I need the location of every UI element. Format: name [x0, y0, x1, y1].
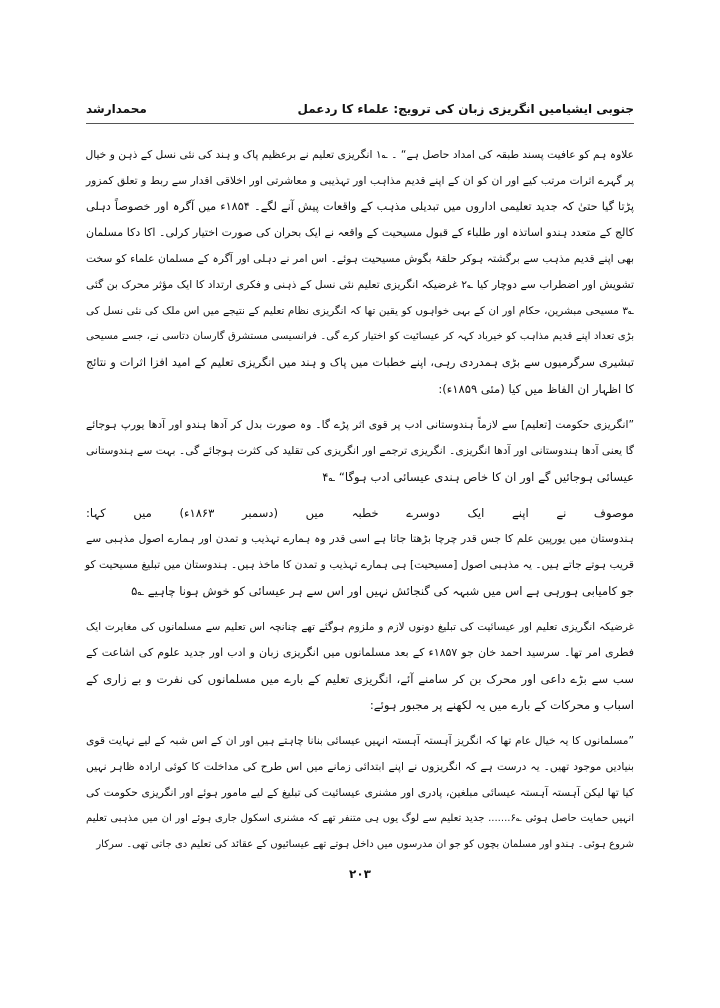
- text-line: جو کامیابی ہورہی ہے اس میں شبہہ کی گنجائش نہیں اور اس سے ہر عیسائی کو خوش ہونا چاہیے ؎۵: [131, 584, 634, 598]
- text-line: انہیں حمایت حاصل ہوئی ؎۶....... جدید تعلیم سے لوگ یوں ہی متنفر تھے کہ مشنری اسکول جاری ہوئے اور ان میں مذہبی تعلیم: [86, 813, 634, 824]
- paragraph-gap: [86, 402, 634, 412]
- paragraph: [86, 728, 634, 858]
- running-header: [86, 98, 634, 120]
- text-line: تشویش اور اضطراب سے دوچار کیا ؎۲ غرضیکہ انگریزی تعلیم نئی نسل کے ذہنی و فکری ارتداد کا ایک مؤثر محرک بن گئی: [86, 278, 634, 291]
- text-line: ”انگریزی حکومت [تعلیم] سے لازماً ہندوستانی ادب پر قوی اثر پڑے گا۔ وہ صورت بدل کر آدھا ہندو اور آدھا یورپ ہوجائے: [86, 418, 634, 431]
- paragraph-gap: [86, 718, 634, 728]
- text-line: شروع ہوئی۔ ہندو اور مسلمان بچوں کو جو ان مدرسوں میں داخل ہوتے تھے عیسائیوں کے عقائد کی تعلیم دی جاتی تھی۔ سرکار: [96, 839, 634, 850]
- text-line: اسباب و محرکات کے بارے میں یہ لکھنے پر مجبور ہوئے:: [369, 698, 634, 712]
- body-text: [86, 142, 634, 858]
- text-line: کالج کے متعدد ہندو اساتذہ اور طلباء کے قبول مسیحیت کے واقعہ نے ایک بحران کی صورت اختیار کرلی۔ اکا دکا مسلمان: [86, 226, 634, 239]
- paragraph: [86, 500, 634, 604]
- text-line: کا اظہار ان الفاظ میں کیا (مئی ۱۸۵۹ء):: [438, 382, 634, 396]
- paragraph: [86, 142, 634, 402]
- text-line: ؎۳ مسیحی مبشرین، حکام اور ان کے بہی خواہوں کو یقین تھا کہ انگریزی نظام تعلیم کے نتیجے میں اس ملک کی نئی نسل کی: [86, 305, 634, 317]
- text-line: موصوف نے اپنے ایک دوسرے خطبہ میں (دسمبر ۱۸۶۳ء) میں کہا:: [86, 506, 634, 520]
- text-line: تبشیری سرگرمیوں سے بڑی ہمدردی رہی، اپنے خطبات میں پاک و ہند میں انگریزی تعلیم کے امید افزا اثرات و نتائج: [86, 356, 634, 369]
- text-line: غرضیکہ انگریزی تعلیم اور عیسائیت کی تبلیغ دونوں لازم و ملزوم ہوگئے تھے چنانچہ اس تعلیم سے مسلمانوں کی مغایرت ایک: [86, 621, 634, 633]
- header-rule: [86, 123, 634, 124]
- page-number: ۲۰۳: [349, 867, 371, 881]
- text-line: بنیادیں موجود تھیں۔ یہ درست ہے کہ انگریزوں نے اپنے ابتدائی زمانے میں اس طرح کی مداخلت کا کوئی ارادہ ظاہر نہیں: [86, 760, 634, 773]
- text-line: ”مسلمانوں کا یہ خیال عام تھا کہ انگریز آہستہ آہستہ انہیں عیسائی بنانا چاہتے ہیں اور ان کے اس شبہ کے لیے نہایت قوی: [86, 734, 634, 747]
- header-author: محمدارشد: [86, 102, 147, 116]
- text-line: بڑی تعداد اپنے قدیم مذاہب کو خیرباد کہہ کر عیسائیت کو اختیار کرے گی۔ فرانسیسی مستشرق گارسان دتاسی نے، جسے مسیحی: [86, 331, 634, 342]
- text-line: بھی اپنے قدیم مذہب سے برگشتہ ہوکر حلقۂ بگوش مسیحیت ہوئے۔ اس امر نے دہلی اور آگرہ کے مسلمان علماء کو سخت: [86, 252, 634, 265]
- text-line: قریب ہوتے جاتے ہیں۔ یہ مذہبی اصول [مسیحیت] ہی ہمارے تہذیب و تمدن کا ماخذ ہیں۔ ہندوستان میں تبلیغ مسیحیت کو: [85, 558, 634, 571]
- text-line: سب سے بڑے داعی اور محرک بن کر سامنے آئے، انگریزی تعلیم کے بارے میں مسلمانوں کی نفرت و بے زاری کے: [86, 672, 634, 686]
- text-line: علاوہ ہم کو عافیت پسند طبقہ کی امداد حاصل ہے“ ۔ ؎۱ انگریزی تعلیم نے برعظیم پاک و ہند کی نئی نسل کے ذہن و خیال: [85, 148, 634, 161]
- header-title: جنوبی ایشیامیں انگریزی زبان کی ترویج: علماء کا ردعمل: [297, 102, 634, 116]
- text-line: پر گہرے اثرات مرتب کیے اور ان کو ان کے اپنے قدیم مذاہب اور تہذیبی و معاشرتی اور اخلاقی اقدار سے ربط و تعلق کمزور: [86, 174, 634, 187]
- text-line: فطری امر تھا۔ سرسید احمد خان جو ۱۸۵۷ء کے بعد مسلمانوں میں انگریزی زبان و ادب اور جدید علوم کی اشاعت کے: [86, 646, 634, 659]
- text-line: پڑتا گیا حتیٰ کہ جدید تعلیمی اداروں میں تبدیلی مذہب کے واقعات پیش آنے لگے۔ ۱۸۵۴ء میں آگرہ اور خصوصاً دہلی: [86, 200, 634, 213]
- paragraph-gap: [86, 490, 634, 500]
- paragraph: [86, 412, 634, 490]
- paragraph-gap: [86, 604, 634, 614]
- text-line: گا یعنی آدھا ہندوستانی اور آدھا انگریزی۔ انگریزی ترجمے اور انگریزی کی تقلید کی کثرت ہوجائے گی۔ بہت سے ہندوستانی: [86, 444, 634, 457]
- paragraph: [86, 614, 634, 718]
- text-line: کیا تھا لیکن آہستہ آہستہ عیسائی مبلغین، پادری اور مشنری عیسائیت کی تبلیغ کے لیے مامور ہوئے اور انگریزی حکومت کی: [86, 786, 634, 799]
- text-line: عیسائی ہوجائیں گے اور ان کا خاص ہندی عیسائی ادب ہوگا“ ؎۴: [322, 470, 634, 484]
- text-line: ہندوستان میں یورپین علم کا جس قدر چرچا بڑھتا جاتا ہے اسی قدر وہ ہمارے تہذیب و تمدن اور ہمارے اصول مذہبی سے: [86, 532, 634, 545]
